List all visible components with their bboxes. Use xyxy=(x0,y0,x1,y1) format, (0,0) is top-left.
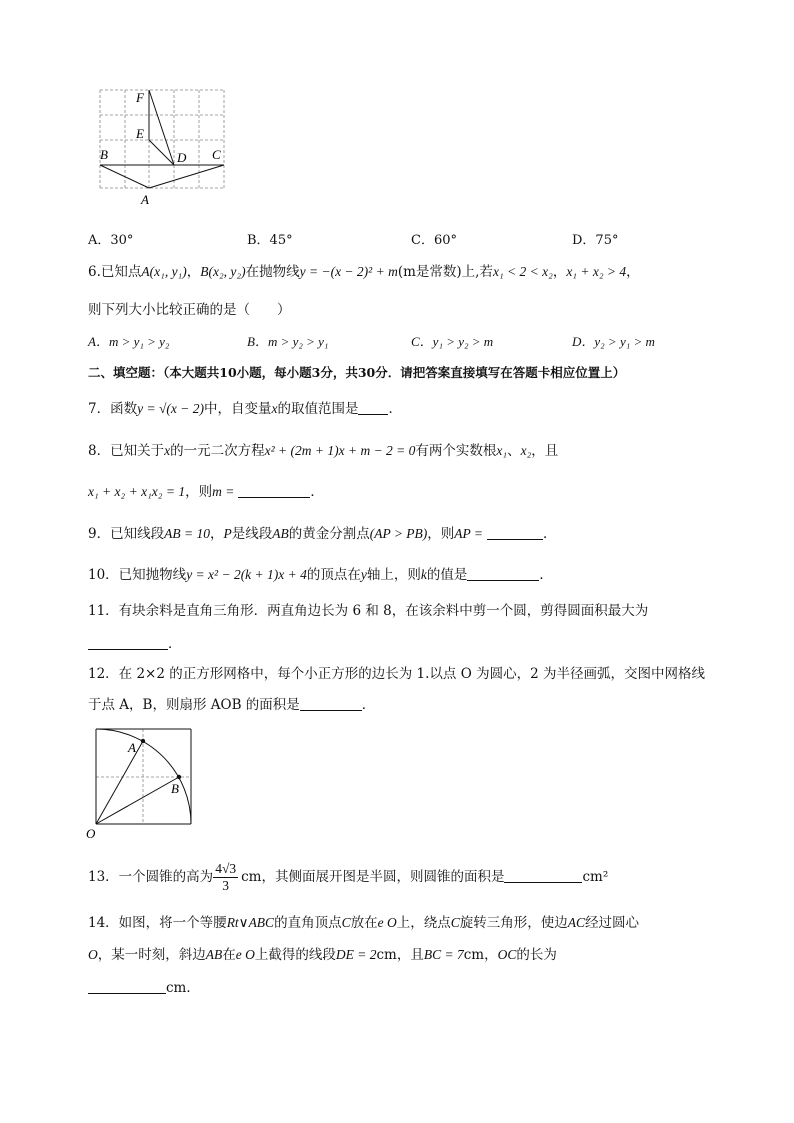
q9: 9．已知线段AB = 10，P是线段AB的黄金分割点(AP > PB)，则AP = ． xyxy=(88,526,557,542)
label-c: C xyxy=(212,147,221,162)
q6-option-b: B．m > y₂ > y₁ xyxy=(247,334,329,349)
label-b: B xyxy=(100,147,108,162)
label-a: A xyxy=(128,740,136,755)
figure-sector-grid xyxy=(84,724,199,842)
q5-option-d: D．75° xyxy=(572,233,619,248)
segment-ob xyxy=(96,777,179,824)
point-a xyxy=(141,739,145,743)
label-f: F xyxy=(136,90,144,105)
segment-ac xyxy=(149,165,224,188)
q6-option-c: C．y₁ > y₂ > m xyxy=(411,334,494,349)
q13: 13．一个圆锥的高为 $\frac{4√3}{3}$ cm，其侧面展开图是半圆，则圆锥的面积是 cm² xyxy=(88,861,609,893)
label-o: O xyxy=(86,826,96,841)
q5-option-b: B．45° xyxy=(247,233,293,248)
q14-blank[interactable] xyxy=(88,979,166,994)
q6-option-d: D．y₂ > y₁ > m xyxy=(572,334,655,349)
q5-option-a: A．30° xyxy=(88,233,134,248)
q8-line2: x₁ + x₂ + x₁x₂ = 1，则m = ． xyxy=(88,484,324,500)
q5-option-c: C．60° xyxy=(411,233,457,248)
segment-fd xyxy=(149,90,174,165)
section-2-title: 二、填空题：（本大题共10小题，每小题3分，共30分．请把答案直接填写在答题卡相应位置上） xyxy=(88,365,626,380)
q12-line1: 12．在 2×2 的正方形网格中，每个小正方形的边长为 1.以点 O 为圆心，2 为半径画弧，交图中网格线 xyxy=(88,666,705,682)
segment-ab xyxy=(100,165,149,188)
q14-line1: 14．如图，将一个等腰Rt∨ABC的直角顶点C放在e O上，绕点C旋转三角形，使边AC经过圆心 xyxy=(88,915,639,931)
q7: 7．函数y = √(x − 2)中，自变量x的取值范围是 ． xyxy=(88,401,402,417)
q14-line3: cm． xyxy=(88,978,200,998)
label-a: A xyxy=(141,192,149,207)
q13-blank[interactable] xyxy=(504,868,582,883)
label-b: B xyxy=(171,781,179,796)
point-b xyxy=(177,775,181,779)
q6-line2: 则下列大小比较正确的是（ ） xyxy=(88,302,291,318)
label-d: D xyxy=(177,150,187,165)
q8-blank[interactable] xyxy=(238,483,310,498)
label-e: E xyxy=(136,126,144,141)
q11-line1: 11．有块余料是直角三角形．两直角边长为 6 和 8，在该余料中剪一个圆，剪得圆面积最大为 xyxy=(88,603,649,619)
q7-blank[interactable] xyxy=(358,400,388,415)
q14-line2: O，某一时刻，斜边AB在e O上截得的线段DE = 2cm，且BC = 7cm，OC的长为 xyxy=(88,947,557,963)
q6-option-a: A．m > y₁ > y₂ xyxy=(88,334,170,349)
q10: 10．已知抛物线y = x² − 2(k + 1)x + 4的顶点在y轴上，则k的值是 ． xyxy=(88,567,553,583)
q9-blank[interactable] xyxy=(487,525,543,540)
q6-line1: 6.已知点A(x₁, y₁)，B(x₂, y₂)在抛物线y = −(x − 2)² + m(m是常数)上,若x₁ < 2 < x₂，x₁ + x₂ > 4， xyxy=(88,264,640,280)
q10-blank[interactable] xyxy=(467,566,539,581)
q12-blank[interactable] xyxy=(300,696,362,711)
figure-grid-triangle xyxy=(92,84,232,209)
q11-line2: ． xyxy=(88,634,182,654)
arc xyxy=(96,729,191,824)
q8-line1: 8．已知关于x的一元二次方程x² + (2m + 1)x + m − 2 = 0有两个实数根x₁、x₂，且 xyxy=(88,443,559,459)
q11-blank[interactable] xyxy=(88,635,168,650)
q12-line2: 于点 A，B，则扇形 AOB 的面积是 ． xyxy=(88,697,376,713)
